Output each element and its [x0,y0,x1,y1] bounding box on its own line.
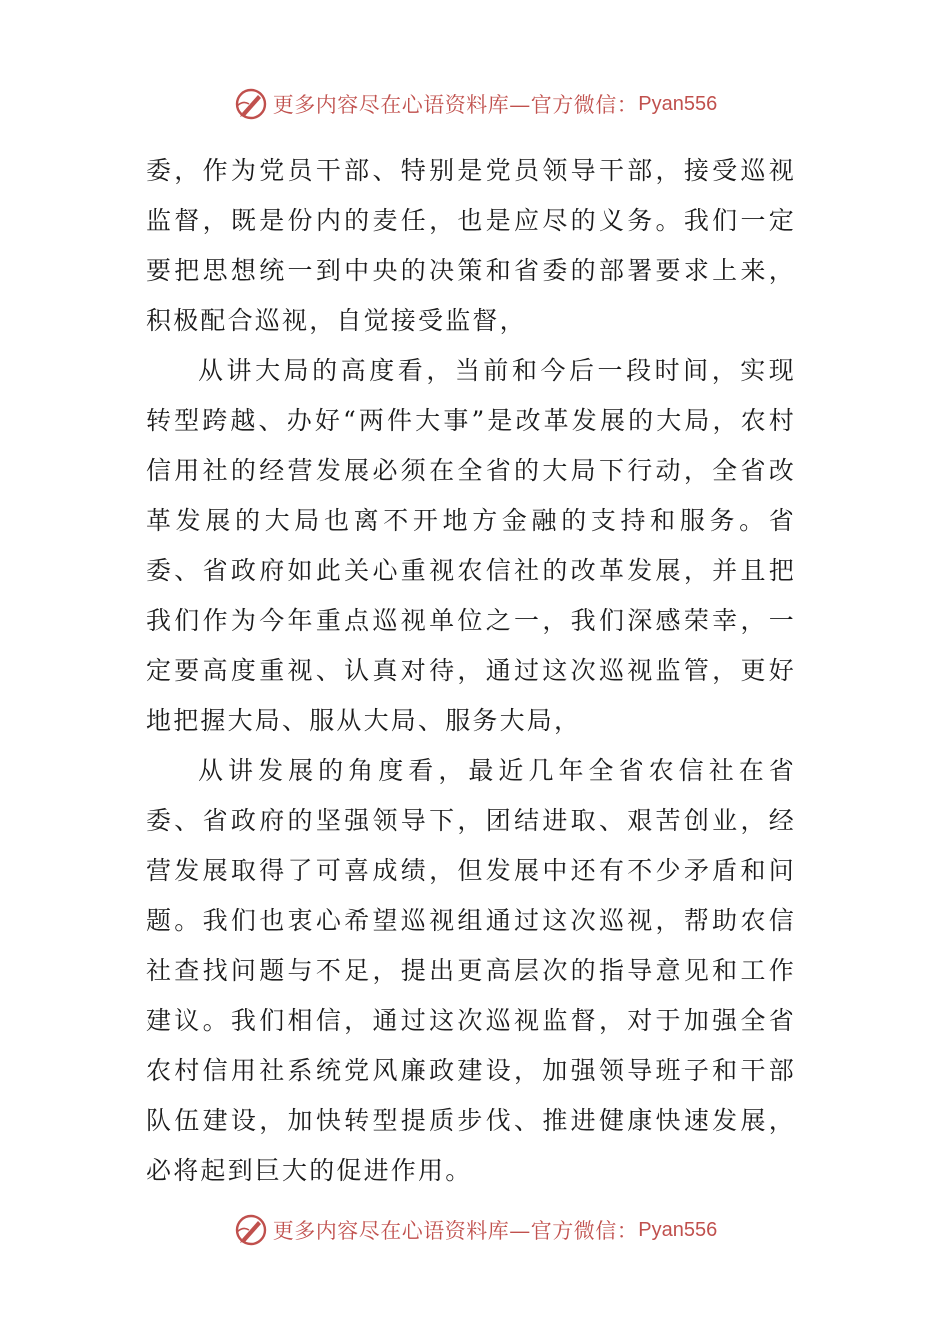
watermark-wechat-id: Pyan556 [638,92,718,115]
pen-logo-icon [233,86,269,122]
paragraph-1: 委，作为党员干部、特别是党员领导干部，接受巡视监督，既是份内的麦任，也是应尽的义务。我们一定要把思想统一到中央的决策和省委的部署要求上来，积极配合巡视，自觉接受监督， [146,156,796,335]
header-watermark [0,84,950,124]
pen-logo-icon [233,1212,269,1248]
watermark-wechat-id: Pyan556 [638,1218,718,1241]
footer-watermark [0,1210,950,1250]
paragraph-2: 从讲大局的高度看，当前和今后一段时间，实现转型跨越、办好“两件大事”是改革发展的大局，农村信用社的经营发展必须在全省的大局下行动，全省改革发展的大局也离不开地方金融的支持和服务。省委、省政府如此关心重视农信社的改革发展，并且把我们作为今年重点巡视单位之一，我们深感荣幸，一定要高度重视、认真对待，通过这次巡视监管，更好地把握大局、服从大局、服务大局， [146,356,796,735]
paragraph-3: 从讲发展的角度看，最近几年全省农信社在省委、省政府的坚强领导下，团结进取、艰苦创业，经营发展取得了可喜成绩，但发展中还有不少矛盾和问题。我们也衷心希望巡视组通过这次巡视，帮助农信社查找问题与不足，提出更高层次的指导意见和工作建议。我们相信，通过这次巡视监督，对于加强全省农村信用社系统党风廉政建设，加强领导班子和干部队伍建设，加快转型提质步伐、推进健康快速发展，必将起到巨大的促进作用。 [146,756,796,1185]
watermark-text: 更多内容尽在心语资料库—官方微信： [272,93,639,117]
watermark-text: 更多内容尽在心语资料库—官方微信： [272,1219,639,1243]
document-body [146,146,796,1196]
